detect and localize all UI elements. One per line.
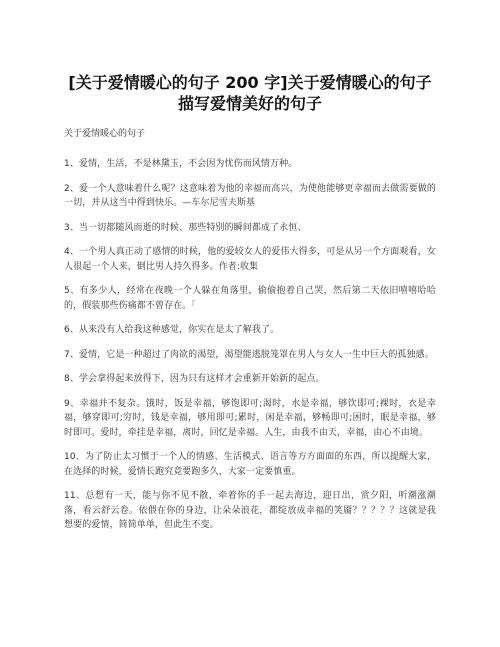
document-title: [关于爱情暖心的句子 200 字]关于爱情暖心的句子 描写爱情美好的句子 <box>68 73 432 113</box>
paragraph-10: 10、为了防止太习惯于一个人的情感、生活模式、语言等方方面面的东西，所以提醒大家，在选择的时候，爱情长跑究竟要跑多久，大家一定要慎重。 <box>64 452 436 477</box>
paragraph-1: 1、爱情，生活，不是林黛玉，不会因为忧伤而风情万种。 <box>64 159 298 169</box>
paragraph-9: 9、幸福并不复杂。饿时，饭是幸福，够饱即可;渴时，水是幸福，够饮即可;裸时，衣是幸福，够穿即可;穷时，钱是幸福，够用即可;累时，闲是幸福，够畅即可;困时，眠是幸福，够时即可。爱时，牵挂是幸福，离时，回忆是幸福。人生，由我不由天，幸福，由心不由境。 <box>64 398 436 438</box>
paragraph-4: 4、一个男人真正动了感情的时候，他的爱较女人的爱伟大得多，可是从另一个方面观看，女人很起一个人来，倒比男人持久得多。作者:收集 <box>64 247 436 272</box>
section-heading: 关于爱情暖心的句子 <box>64 129 146 139</box>
paragraph-6: 6、从来没有人给我这种感觉，你实在是太了解我了。 <box>64 325 280 335</box>
document-body <box>64 127 436 543</box>
paragraph-2: 2、爱一个人意味着什么呢？这意味着为他的幸福而高兴，为使他能够更幸福而去做需要做的一切，并从这当中得到快乐。—车尔尼雪夫斯基 <box>64 183 436 208</box>
paragraph-3: 3、当一切都随风而逝的时候、那些特别的瞬间都成了永恒、 <box>64 222 307 233</box>
paragraph-5: 5、有多少人，经常在夜晚一个人躲在角落里，偷偷抱着自己哭，然后第二天依旧嘻嘻哈哈的，假装那些伤痛都不曾存在。「 <box>64 286 436 311</box>
paragraph-7: 7、爱情，它是一种超过了肉欲的渴望，渴望能逃脱笼罩在男人与女人一生中巨大的孤独感。 <box>64 349 434 360</box>
paragraph-8: 8、学会拿得起来放得下，因为只有这样才会重新开始新的起点。 <box>64 374 325 384</box>
paragraph-11: 11、总想有一天，能与你不见不散，牵着你的手一起去海边，迎日出，赏夕阳，听潮涨潮落，看云舒云卷。依偎在你的身边，让朵朵浪花，都绽放成幸福的笑靥？？？？？这就是我想要的爱情，简简单单，但此生不变。 <box>64 491 436 530</box>
